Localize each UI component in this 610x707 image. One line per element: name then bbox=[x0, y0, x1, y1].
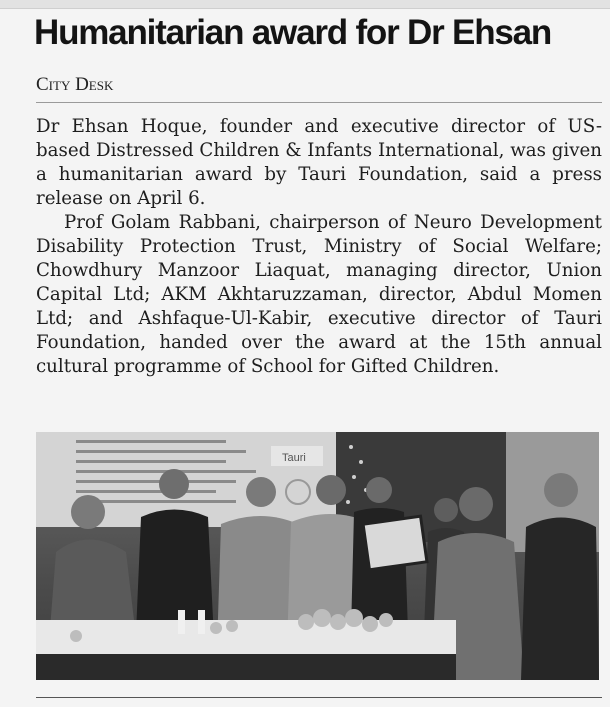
award-plaque bbox=[363, 516, 427, 570]
bottom-divider bbox=[36, 697, 602, 698]
article-body bbox=[36, 115, 602, 379]
byline-divider bbox=[36, 102, 602, 103]
news-photo bbox=[36, 432, 599, 680]
banner-logo: Tauri bbox=[282, 452, 306, 464]
byline: City Desk bbox=[36, 74, 114, 95]
headline: Humanitarian award for Dr Ehsan bbox=[34, 13, 552, 52]
water-bottle bbox=[178, 610, 185, 634]
paragraph-2: Prof Golam Rabbani, chairperson of Neuro Development Disability Protection Trust, Ministry of Social Welfare; Chowdhury Manzoor Liaquat, managing director, Union Capital Ltd; AKM Akhtaruzzaman, director, Abdul Momen Ltd; and Ashfaque-Ul-Kabir, executive director of Tauri Foundation, handed over the award at the 15th annual cultural programme of School for Gifted Children. bbox=[36, 212, 602, 377]
paragraph-1: Dr Ehsan Hoque, founder and executive director of US-based Distressed Children & Infants International, was given a humanitarian award by Tauri Foundation, said a press release on April 6. bbox=[36, 116, 602, 209]
clipping-top-edge bbox=[0, 0, 610, 9]
water-bottle bbox=[198, 610, 205, 634]
